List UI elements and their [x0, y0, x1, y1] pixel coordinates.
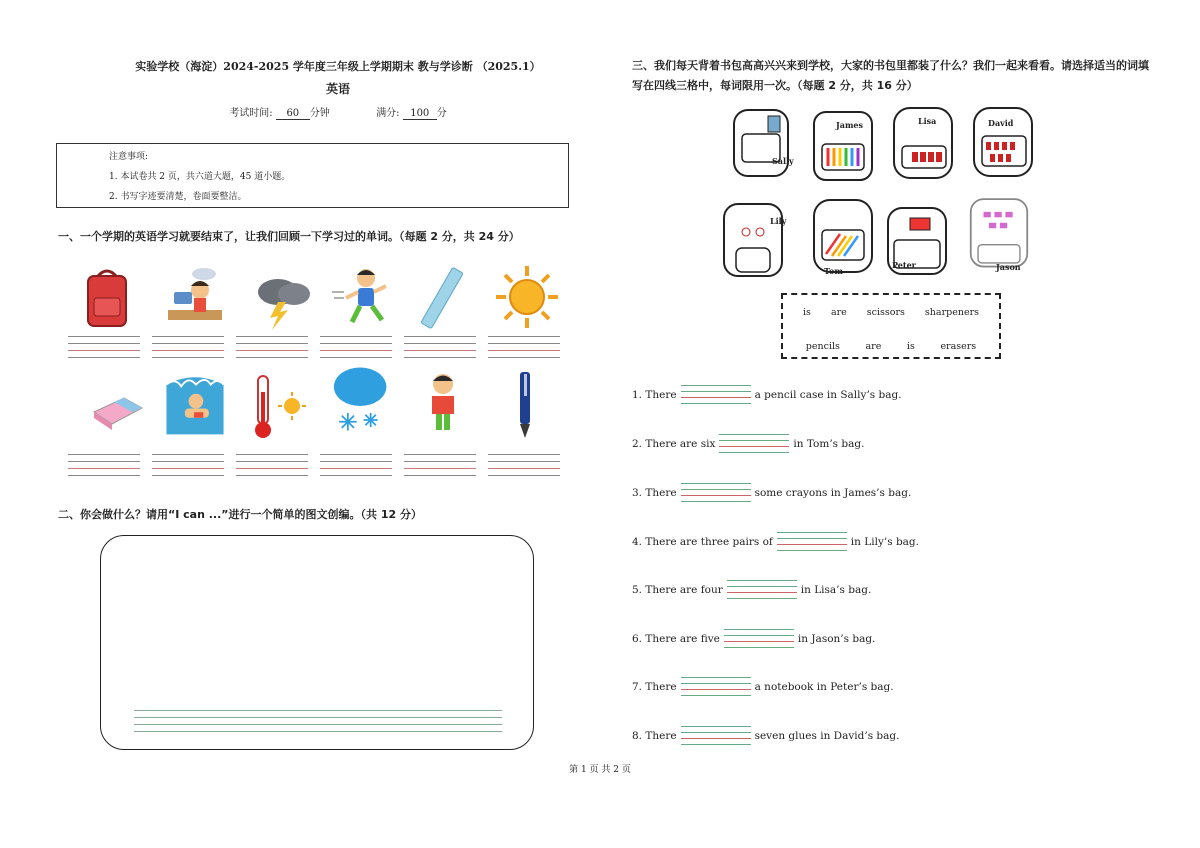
question-5: [632, 577, 871, 603]
question-8: [632, 723, 899, 749]
section3-heading: 三、我们每天背着书包高高兴兴来到学校，大家的书包里都装了什么？我们一起来看看。请选择适当的词填写在四线三格中，每词限用一次。（每题 2 分，共 16 分）: [632, 59, 1149, 92]
answer-lines[interactable]: [236, 454, 308, 480]
answer-blank[interactable]: [719, 432, 789, 456]
question-suffix: in Lily’s bag.: [850, 536, 919, 548]
backpack-jason-icon: [962, 190, 1036, 272]
question-prefix: 1. There: [632, 389, 677, 401]
word-bank-item: is: [906, 341, 915, 352]
word-bank-item: erasers: [940, 341, 977, 352]
answer-blank[interactable]: [777, 530, 847, 554]
backpack-icon: [72, 262, 142, 332]
question-prefix: 5. There are four: [632, 584, 723, 596]
notice-box: [56, 143, 569, 208]
question-3: [632, 480, 911, 506]
exam-subject: 英语: [325, 82, 350, 96]
answer-lines[interactable]: [320, 336, 392, 362]
backpack-lily-icon: [716, 198, 790, 280]
reading-boy-icon: [408, 368, 478, 438]
backpack-tom-icon: [806, 194, 880, 276]
exam-title: 实验学校（海淀）2024-2025 学年度三年级上学期期末 教与学诊断 （2025.1）: [135, 60, 541, 73]
backpack-sally-icon: [724, 100, 798, 182]
question-suffix: in Jason’s bag.: [797, 633, 876, 645]
ruler-icon: [410, 262, 480, 332]
answer-blank[interactable]: [681, 724, 751, 748]
bag-name: David: [988, 118, 1014, 128]
notice-item: 2. 书写字迹要清楚，卷面要整洁。: [109, 192, 247, 202]
question-suffix: in Lisa’s bag.: [800, 584, 872, 596]
thunderstorm-icon: [248, 262, 318, 332]
score-label: 满分:: [376, 108, 400, 119]
notice-item: 1. 本试卷共 2 页，共六道大题，45 道小题。: [109, 172, 291, 182]
answer-lines[interactable]: [320, 454, 392, 480]
question-suffix: in Tom’s bag.: [793, 438, 865, 450]
exam-meta: [60, 104, 616, 120]
running-boy-icon: [328, 262, 398, 332]
bag-name: Lisa: [918, 116, 937, 126]
answer-lines[interactable]: [236, 336, 308, 362]
section1-heading: 一、一个学期的英语学习就要结束了，让我们回顾一下学习过的单词。（每题 2 分，共 24 分）: [58, 230, 520, 243]
backpack-david-icon: [966, 98, 1040, 180]
eraser-icon: [84, 372, 154, 442]
cooking-boy-icon: [160, 262, 230, 332]
question-suffix: seven glues in David’s bag.: [754, 730, 900, 742]
word-bank-item: are: [865, 341, 882, 352]
answer-lines[interactable]: [488, 454, 560, 480]
bag-name: Sally: [772, 156, 794, 166]
bag-name: Tom: [824, 266, 843, 276]
answer-lines[interactable]: [404, 454, 476, 480]
question-prefix: 8. There: [632, 730, 677, 742]
answer-blank[interactable]: [681, 481, 751, 505]
pen-icon: [490, 370, 560, 440]
time-unit: 分钟: [309, 108, 330, 119]
bag-name: Lily: [770, 216, 787, 226]
bag-name: Jason: [996, 262, 1021, 272]
question-suffix: a notebook in Peter’s bag.: [754, 681, 894, 693]
backpack-lisa-icon: [886, 100, 960, 182]
page-footer: 第 1 页 共 2 页: [569, 765, 631, 775]
question-prefix: 7. There: [632, 681, 677, 693]
word-bank-item: sharpeners: [924, 307, 979, 318]
writing-lines[interactable]: [134, 710, 502, 738]
answer-lines[interactable]: [68, 336, 140, 362]
question-2: [632, 431, 864, 457]
word-bank-item: are: [830, 307, 847, 318]
bag-name: Peter: [892, 260, 916, 270]
question-6: [632, 626, 875, 652]
answer-lines[interactable]: [152, 454, 224, 480]
answer-lines[interactable]: [152, 336, 224, 362]
time-label: 考试时间:: [229, 108, 273, 119]
section2-heading: 二、你会做什么？请用“I can ...”进行一个简单的图文创编。（共 12 分）: [58, 508, 422, 521]
question-1: [632, 382, 902, 408]
answer-blank[interactable]: [681, 675, 751, 699]
question-prefix: 6. There are five: [632, 633, 720, 645]
score-unit: 分: [436, 108, 447, 119]
answer-blank[interactable]: [724, 627, 794, 651]
answer-lines[interactable]: [488, 336, 560, 362]
question-prefix: 3. There: [632, 487, 677, 499]
sun-icon: [492, 262, 562, 332]
bag-name: James: [836, 120, 864, 130]
question-4: [632, 529, 919, 555]
score-value: 100: [403, 108, 437, 120]
question-7: [632, 674, 894, 700]
answer-lines[interactable]: [404, 336, 476, 362]
question-prefix: 4. There are three pairs of: [632, 536, 773, 548]
notice-title: 注意事项:: [109, 152, 149, 162]
snow-cloud-icon: [326, 364, 396, 434]
question-suffix: a pencil case in Sally’s bag.: [754, 389, 902, 401]
backpack-james-icon: [806, 104, 880, 186]
word-bank-item: is: [803, 307, 811, 318]
thermometer-sun-icon: [248, 372, 318, 442]
answer-lines[interactable]: [68, 454, 140, 480]
word-bank-item: pencils: [805, 341, 840, 352]
word-bank-item: scissors: [866, 307, 905, 318]
question-prefix: 2. There are six: [632, 438, 716, 450]
word-bank: [781, 293, 1001, 359]
time-value: 60: [276, 108, 310, 120]
question-suffix: some crayons in James’s bag.: [754, 487, 912, 499]
answer-blank[interactable]: [681, 383, 751, 407]
answer-blank[interactable]: [727, 578, 797, 602]
swimming-boy-icon: [160, 368, 230, 438]
